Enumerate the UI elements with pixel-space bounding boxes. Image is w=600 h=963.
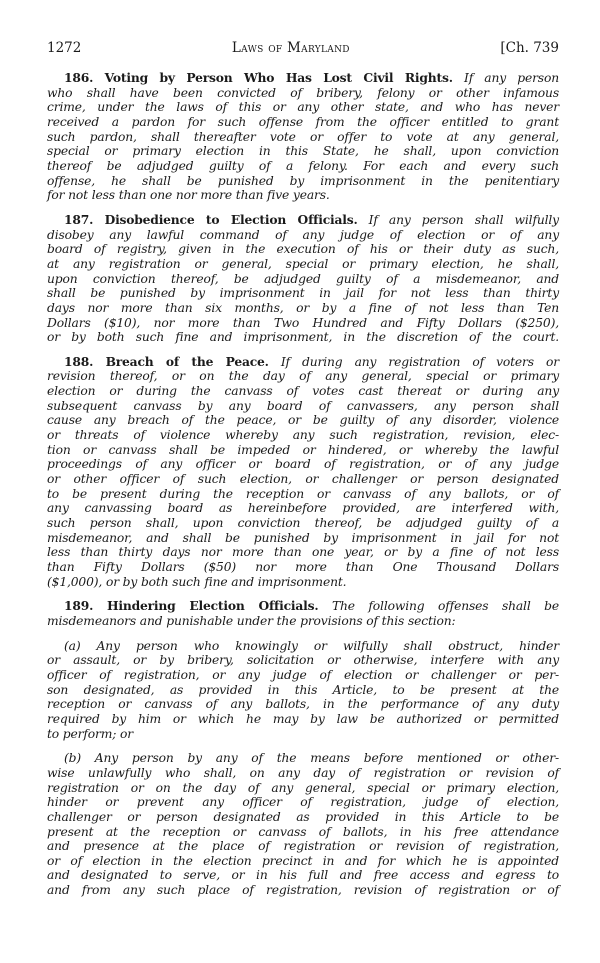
section-188: 188. Breach of the Peace. If during any registration of voters or revision thereof, or on the day of any general, special or primary election or during the canvass of votes cast thereat or during any subsequent canvass by any board of canvassers, any person shall cause any breach of the peace, or be guilty of any disorder, violence or threats of violence whereby any such registration, revision, elec- tion or canvass shall be impeded or hindered, or whereby the lawful proceedings of any officer or board of registration, or of any judge or other officer of such election, or challenger or person designated to be present during the reception or canvass of any ballots, or of any canvassing board as hereinbefore provided, are interfered with, such person shall, upon conviction thereof, be adjudged guilty of a misdemeanor, and shall be punished by imprisonment in jail for not less than thirty days nor more than one year, or by a fine of not less than Fifty Dollars ($50) nor more than One Thousand Dollars ($1,000), or by both such fine and imprisonment. [47, 353, 560, 589]
subsection-b: (b) Any person by any of the means before mentioned or other- wise unlawfully who shall, on any day of registration or revision of registration or on the day of any general, special or primary election, hinder or prevent any officer of registration, judge of election, challenger or person designated as provided in this Article to be present at the reception or canvass of ballots, in his free attendance and presence at the place of registration or revision of registration, or of election in the election precinct in and for which he is appointed and designated to serve, or in his full and free access and egress to and from any such place of registration, revision of registration or of [47, 751, 559, 898]
section-187: 187. Disobedience to Election Officials. If any person shall wilfully disobey any lawful command of any judge of election or of any board of registry, given in the execution of his or their duty as such, at any registration or general, special or primary election, he shall, upon conviction thereof, be adjudged guilty of a misdemeanor, and shall be punished by imprisonment in jail for not less than thirty days nor more than six months, or by a fine of not less than Ten Dollars ($10), nor more than Two Hundred and Fifty Dollars ($250), or by both such fine and imprisonment, in the discretion of the court. [47, 211, 559, 345]
document-page [47, 40, 559, 908]
running-title: Laws of Maryland [231, 40, 350, 56]
page-number: 1272 [47, 40, 82, 56]
section-189: 189. Hindering Election Officials. The following offenses shall be misdemeanors and punishable under the provisions of this section: [47, 598, 559, 628]
section-heading: 188. Breach of the Peace. [64, 353, 269, 369]
section-heading: 186. Voting by Person Who Has Lost Civil Rights. [64, 70, 453, 85]
page-header [47, 40, 559, 60]
chapter-label: [Ch. 739 [500, 40, 559, 56]
section-186: 186. Voting by Person Who Has Lost Civil Rights. If any person who shall have been convicted of bribery, felony or other infamous crime, under the laws of this or any other state, and who has never received a pardon for such offense from the officer entitled to grant such pardon, shall thereafter vote or offer to vote at any general, special or primary election in this State, he shall, upon conviction thereof be adjudged guilty of a felony. For each and every such offense, he shall be punished by imprisonment in the penitentiary for not less than one nor more than five years. [47, 70, 559, 203]
section-heading: 187. Disobedience to Election Officials. [64, 211, 358, 227]
section-heading: 189. Hindering Election Officials. [64, 598, 319, 614]
subsection-a: (a) Any person who knowingly or wilfully shall obstruct, hinder or assault, or by bribery, solicitation or otherwise, interfere with any officer of registration, or any judge of election or challenger or per- son designated, as provided in this Article, to be present at the reception or canvass of any ballots, in the performance of any duty required by him or which he may by law be authorized or permitted to perform; or [47, 638, 559, 741]
